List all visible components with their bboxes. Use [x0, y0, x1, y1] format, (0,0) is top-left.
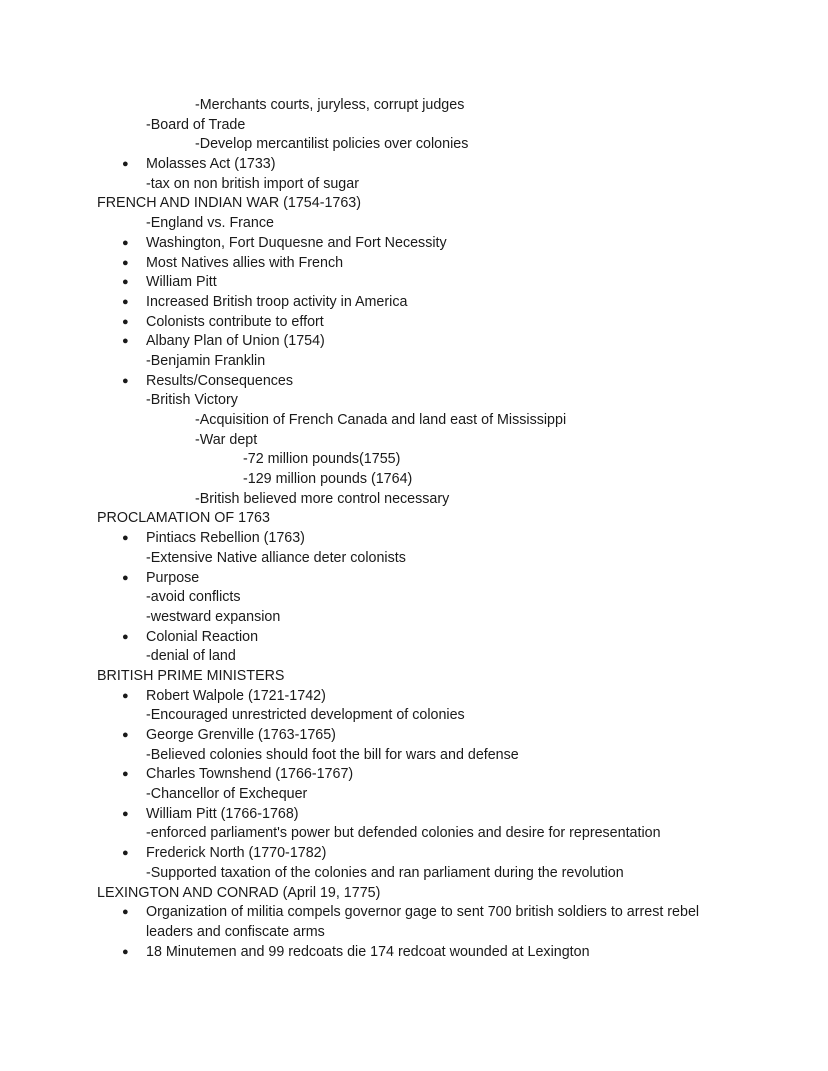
note-line [0, 785, 828, 805]
note-text: Molasses Act (1733) [146, 156, 276, 173]
note-text: Colonists contribute to effort [146, 313, 324, 330]
bullet-item [0, 372, 828, 392]
note-text: -avoid conflicts [146, 589, 241, 606]
note-text: Purpose [146, 569, 200, 586]
note-line [0, 214, 828, 234]
note-text: Results/Consequences [146, 372, 294, 389]
bullet-dot-icon: ● [122, 236, 129, 249]
note-text: FRENCH AND INDIAN WAR (1754-1763) [97, 195, 362, 212]
note-text: Pintiacs Rebellion (1763) [146, 530, 305, 547]
note-text: Washington, Fort Duquesne and Fort Necessity [146, 234, 447, 251]
note-text: -tax on non british import of sugar [146, 175, 359, 192]
note-text: 18 Minutemen and 99 redcoats die 174 redcoat wounded at Lexington [146, 943, 590, 960]
bullet-item [0, 313, 828, 333]
note-text: -72 million pounds(1755) [243, 451, 401, 468]
note-text: Most Natives allies with French [146, 254, 344, 271]
bullet-dot-icon: ● [122, 689, 129, 702]
note-text: -Extensive Native alliance deter colonists [146, 549, 406, 566]
note-line [0, 470, 828, 490]
note-text: Colonial Reaction [146, 628, 259, 645]
bullet-dot-icon: ● [122, 729, 129, 741]
bullet-dot-icon: ● [122, 276, 129, 289]
bullet-item [0, 332, 828, 352]
bullet-item [0, 943, 828, 963]
bullet-dot-icon: ● [122, 807, 129, 820]
bullet-item [0, 569, 828, 589]
bullet-item [0, 293, 828, 313]
section-heading [0, 509, 828, 529]
note-text: -denial of land [146, 648, 236, 665]
bullet-dot-icon: ● [122, 315, 129, 328]
note-text: -Benjamin Franklin [146, 352, 266, 369]
bullet-dot-icon: ● [122, 768, 129, 781]
bullet-dot-icon: ● [122, 945, 129, 958]
note-text: -Merchants courts, juryless, corrupt judges [195, 97, 465, 113]
note-line [0, 135, 828, 155]
notes-page [0, 96, 828, 962]
bullet-dot-icon: ● [122, 847, 129, 860]
note-line [0, 588, 828, 608]
note-line [0, 450, 828, 470]
note-line [0, 391, 828, 411]
bullet-item [0, 529, 828, 549]
note-line [0, 352, 828, 372]
bullet-item [0, 726, 828, 746]
note-line [0, 608, 828, 628]
bullet-dot-icon: ● [122, 295, 129, 308]
note-text: -enforced parliament's power but defended colonies and desire for representation [146, 825, 661, 842]
note-text: William Pitt (1766-1768) [146, 805, 299, 822]
bullet-dot-icon: ● [122, 532, 129, 545]
bullet-dot-icon: ● [122, 571, 129, 584]
bullet-item [0, 155, 828, 175]
note-line [0, 175, 828, 195]
bullet-dot-icon: ● [122, 158, 129, 171]
note-text: Albany Plan of Union (1754) [146, 333, 325, 350]
note-line [0, 864, 828, 884]
bullet-item [0, 844, 828, 864]
note-text: -Encouraged unrestricted development of colonies [146, 707, 465, 724]
note-text: -British believed more control necessary [195, 490, 450, 507]
note-text: Organization of militia compels governor gage to sent 700 british soldiers to arrest rebel leaders and confiscate arms [146, 904, 700, 940]
note-line [0, 824, 828, 844]
section-heading [0, 194, 828, 214]
bullet-dot-icon: ● [122, 256, 129, 269]
note-line [0, 431, 828, 451]
note-text: -War dept [195, 431, 258, 448]
note-text: -Chancellor of Exchequer [146, 786, 308, 803]
bullet-item [0, 903, 828, 942]
note-text: -Supported taxation of the colonies and ran parliament during the revolution [146, 864, 624, 881]
note-line [0, 647, 828, 667]
bullet-item [0, 273, 828, 293]
note-text: -Board of Trade [146, 116, 246, 133]
note-text: Increased British troop activity in America [146, 293, 408, 310]
bullet-dot-icon: ● [122, 906, 129, 919]
note-text: -Develop mercantilist policies over colonies [195, 136, 469, 153]
bullet-item [0, 628, 828, 648]
note-line [0, 96, 828, 116]
note-text: LEXINGTON AND CONRAD (April 19, 1775) [97, 884, 381, 901]
bullet-dot-icon: ● [122, 630, 129, 643]
note-line [0, 746, 828, 766]
bullet-item [0, 254, 828, 274]
note-line [0, 411, 828, 431]
note-text: BRITISH PRIME MINISTERS [97, 667, 285, 684]
note-line [0, 549, 828, 569]
bullet-item [0, 234, 828, 254]
note-text: -Acquisition of French Canada and land east of Mississippi [195, 412, 567, 428]
bullet-dot-icon: ● [122, 374, 129, 387]
note-text: PROCLAMATION OF 1763 [97, 510, 270, 527]
section-heading [0, 667, 828, 687]
note-text: Frederick North (1770-1782) [146, 845, 327, 862]
note-line [0, 706, 828, 726]
bullet-dot-icon: ● [122, 335, 129, 348]
bullet-item [0, 765, 828, 785]
note-text: George Grenville (1763-1765) [146, 727, 336, 743]
section-heading [0, 884, 828, 904]
note-text: -England vs. France [146, 215, 274, 232]
note-text: William Pitt [146, 274, 217, 291]
note-text: -Believed colonies should foot the bill for wars and defense [146, 746, 519, 763]
note-line [0, 490, 828, 510]
note-text: -129 million pounds (1764) [243, 471, 413, 488]
note-text: -westward expansion [146, 608, 281, 625]
bullet-item [0, 687, 828, 707]
note-text: Robert Walpole (1721-1742) [146, 687, 326, 704]
note-text: -British Victory [146, 392, 238, 409]
note-text: Charles Townshend (1766-1767) [146, 766, 354, 783]
note-line [0, 116, 828, 136]
bullet-item [0, 805, 828, 825]
